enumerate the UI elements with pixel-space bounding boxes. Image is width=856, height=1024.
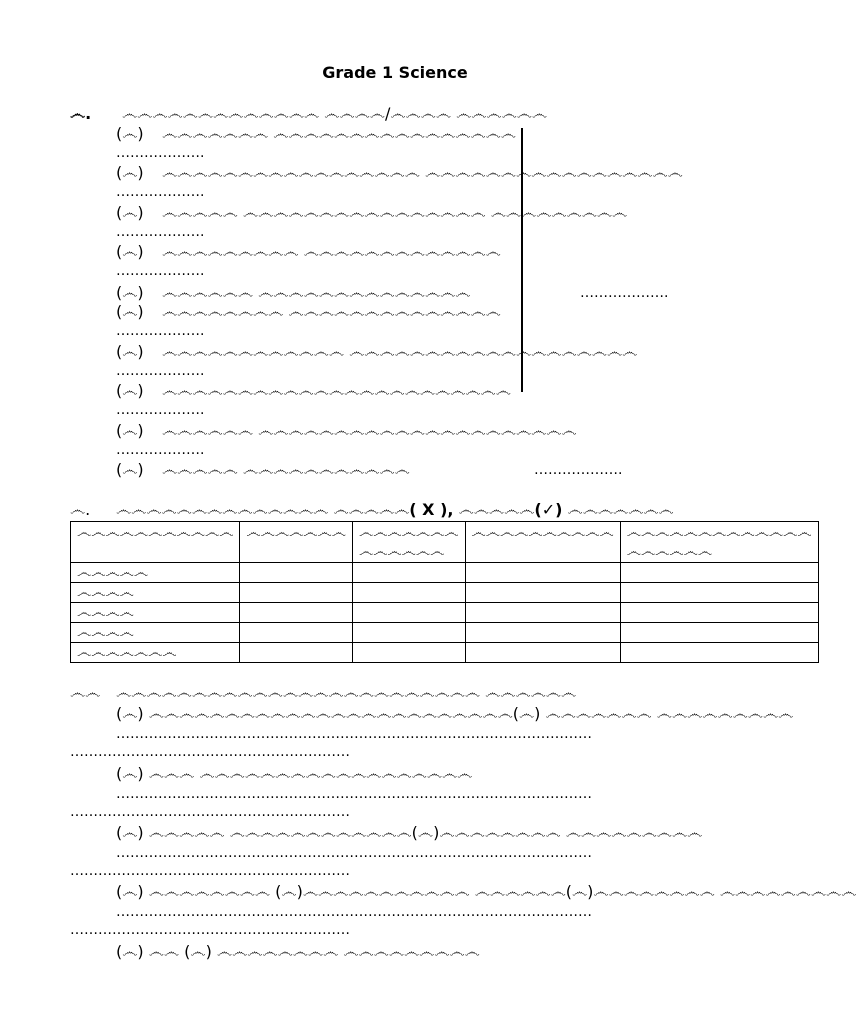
- answer-cell: [240, 563, 353, 583]
- question-1-item-marker: (෴): [116, 242, 144, 261]
- answer-line: ……………………………………………………: [70, 744, 350, 760]
- question-1-item-text: ෴෴෴෴෴ ෴෴෴෴෴෴෴෴෴෴෴: [162, 460, 410, 479]
- check-mark-symbol: (✓): [534, 500, 563, 519]
- answer-cell: [352, 563, 465, 583]
- answer-blank: ……………….: [116, 323, 205, 339]
- table-row-label: ෴෴෴෴෴෴෴: [71, 643, 240, 663]
- question-1-item-text: ෴෴෴෴෴ ෴෴෴෴෴෴෴෴෴෴෴෴෴෴෴෴ ෴෴෴෴෴෴෴෴෴: [162, 203, 628, 222]
- table-row-label: ෴෴෴෴: [71, 583, 240, 603]
- answer-blank: ……………….: [116, 363, 205, 379]
- table-row: [71, 603, 819, 623]
- answer-blank: ……………….: [116, 402, 205, 418]
- answer-line: ……………………………………………………: [70, 804, 350, 820]
- question-3-heading: ෴෴෴෴෴෴෴෴෴෴෴෴෴෴෴෴෴෴෴෴෴෴෴෴ ෴෴෴෴෴෴: [116, 683, 577, 702]
- table-header-row: [71, 522, 819, 563]
- answer-cell: [352, 583, 465, 603]
- answer-cell: [620, 623, 818, 643]
- question-3-item-text: (෴) ෴෴෴෴෴෴෴෴෴෴෴෴෴෴෴෴෴෴෴෴෴෴෴෴(෴) ෴෴෴෴෴෴෴ ෴෴෴෴෴෴෴෴෴: [116, 704, 794, 723]
- answer-cell: [240, 603, 353, 623]
- question-1-item-marker: (෴): [116, 124, 144, 143]
- answer-cell: [620, 583, 818, 603]
- table-row: [71, 623, 819, 643]
- question-1-item-text: ෴෴෴෴෴෴ ෴෴෴෴෴෴෴෴෴෴෴෴෴෴: [162, 283, 471, 302]
- answer-cell: [240, 583, 353, 603]
- question-1-item-marker: (෴): [116, 381, 144, 400]
- question-1-item-marker: (෴): [116, 203, 144, 222]
- question-1-item-text: ෴෴෴෴෴෴෴෴෴෴෴෴෴෴෴෴෴ ෴෴෴෴෴෴෴෴෴෴෴෴෴෴෴෴෴: [162, 163, 683, 182]
- answer-cell: [620, 603, 818, 623]
- answer-cell: [465, 623, 620, 643]
- cross-mark-symbol: ( X ),: [409, 500, 454, 519]
- question-3-item-text: (෴) ෴෴෴෴෴෴෴෴ (෴)෴෴෴෴෴෴෴෴෴෴෴ ෴෴෴෴෴෴(෴)෴෴෴෴෴෴෴෴ ෴෴෴෴෴෴෴෴෴: [116, 882, 856, 901]
- question-1-item-marker: (෴): [116, 283, 144, 302]
- table-row-label: ෴෴෴෴෴: [71, 563, 240, 583]
- answer-line: …………………………………………………………………………………………: [116, 726, 592, 742]
- question-2-heading-end: ෴෴෴෴෴෴෴: [567, 500, 674, 519]
- question-1-item-marker: (෴): [116, 163, 144, 182]
- table-row-label: ෴෴෴෴: [71, 603, 240, 623]
- question-1-number: ෴.: [70, 104, 92, 123]
- page-title: Grade 1 Science: [322, 63, 468, 82]
- question-1-item-marker: (෴): [116, 460, 144, 479]
- question-2-heading-text: ෴෴෴෴෴෴෴෴෴෴෴෴෴෴ ෴෴෴෴෴: [116, 500, 410, 519]
- question-3-item-text: (෴) ෴෴෴෴෴ ෴෴෴෴෴෴෴෴෴෴෴෴(෴)෴෴෴෴෴෴෴෴ ෴෴෴෴෴෴෴෴෴: [116, 823, 703, 842]
- question-2-heading: [116, 500, 674, 520]
- table-header-cell: ෴෴෴෴෴෴෴: [240, 522, 353, 563]
- question-1-item-text: ෴෴෴෴෴෴෴෴ ෴෴෴෴෴෴෴෴෴෴෴෴෴෴: [162, 302, 501, 321]
- answer-cell: [240, 643, 353, 663]
- answer-line: …………………………………………………………………………………………: [116, 845, 592, 861]
- question-1-item-text: ෴෴෴෴෴෴෴෴෴ ෴෴෴෴෴෴෴෴෴෴෴෴෴: [162, 242, 501, 261]
- table-row-label: ෴෴෴෴: [71, 623, 240, 643]
- table-header-cell: ෴෴෴෴෴෴෴෴෴෴: [465, 522, 620, 563]
- table-row: [71, 643, 819, 663]
- answer-blank: ……………….: [116, 145, 205, 161]
- question-1-heading: ෴෴෴෴෴෴෴෴෴෴෴෴෴ ෴෴෴෴/෴෴෴෴ ෴෴෴෴෴෴: [122, 104, 548, 123]
- table-row: [71, 563, 819, 583]
- answer-cell: [352, 643, 465, 663]
- question-1-item-marker: (෴): [116, 421, 144, 440]
- question-1-item-text: ෴෴෴෴෴෴ ෴෴෴෴෴෴෴෴෴෴෴෴෴෴෴෴෴෴෴෴෴: [162, 421, 577, 440]
- question-1-item-marker: (෴): [116, 302, 144, 321]
- answer-line: …………………………………………………………………………………………: [116, 786, 592, 802]
- answer-line: ……………………………………………………: [70, 922, 350, 938]
- question-3-number: ෴෴: [70, 683, 101, 702]
- answer-cell: [352, 623, 465, 643]
- question-2-number: ෴.: [70, 500, 91, 519]
- answer-blank: ……………….: [116, 184, 205, 200]
- answer-blank: ……………….: [534, 462, 623, 478]
- answer-cell: [465, 603, 620, 623]
- table-header-cell: ෴෴෴෴෴෴෴෴෴෴෴: [71, 522, 240, 563]
- answer-blank: ……………….: [116, 263, 205, 279]
- answer-line: …………………………………………………………………………………………: [116, 904, 592, 920]
- answer-blank: ……………….: [116, 442, 205, 458]
- table-row: [71, 583, 819, 603]
- question-1-item-text: ෴෴෴෴෴෴෴ ෴෴෴෴෴෴෴෴෴෴෴෴෴෴෴෴: [162, 124, 516, 143]
- answer-blank: ……………….: [580, 285, 669, 301]
- question-3-item-text: (෴) ෴෴෴ ෴෴෴෴෴෴෴෴෴෴෴෴෴෴෴෴෴෴: [116, 764, 473, 783]
- answer-cell: [620, 563, 818, 583]
- question-1-item-text: ෴෴෴෴෴෴෴෴෴෴෴෴ ෴෴෴෴෴෴෴෴෴෴෴෴෴෴෴෴෴෴෴: [162, 342, 638, 361]
- answer-blank: ……………….: [116, 224, 205, 240]
- question-1-item-text: ෴෴෴෴෴෴෴෴෴෴෴෴෴෴෴෴෴෴෴෴෴෴෴: [162, 381, 511, 400]
- question-1-item-marker: (෴): [116, 342, 144, 361]
- classification-table: [70, 521, 819, 663]
- answer-cell: [465, 643, 620, 663]
- question-2-heading-connector: ෴෴෴෴෴: [458, 500, 535, 519]
- answer-cell: [465, 583, 620, 603]
- question-3-item-text: (෴) ෴෴ (෴) ෴෴෴෴෴෴෴෴ ෴෴෴෴෴෴෴෴෴: [116, 942, 480, 961]
- table-header-cell: ෴෴෴෴෴෴෴ ෴෴෴෴෴෴: [352, 522, 465, 563]
- table-header-cell: ෴෴෴෴෴෴෴෴෴෴෴෴෴ ෴෴෴෴෴෴: [620, 522, 818, 563]
- answer-cell: [240, 623, 353, 643]
- answer-cell: [620, 643, 818, 663]
- answer-line: ……………………………………………………: [70, 863, 350, 879]
- answer-cell: [352, 603, 465, 623]
- answer-cell: [465, 563, 620, 583]
